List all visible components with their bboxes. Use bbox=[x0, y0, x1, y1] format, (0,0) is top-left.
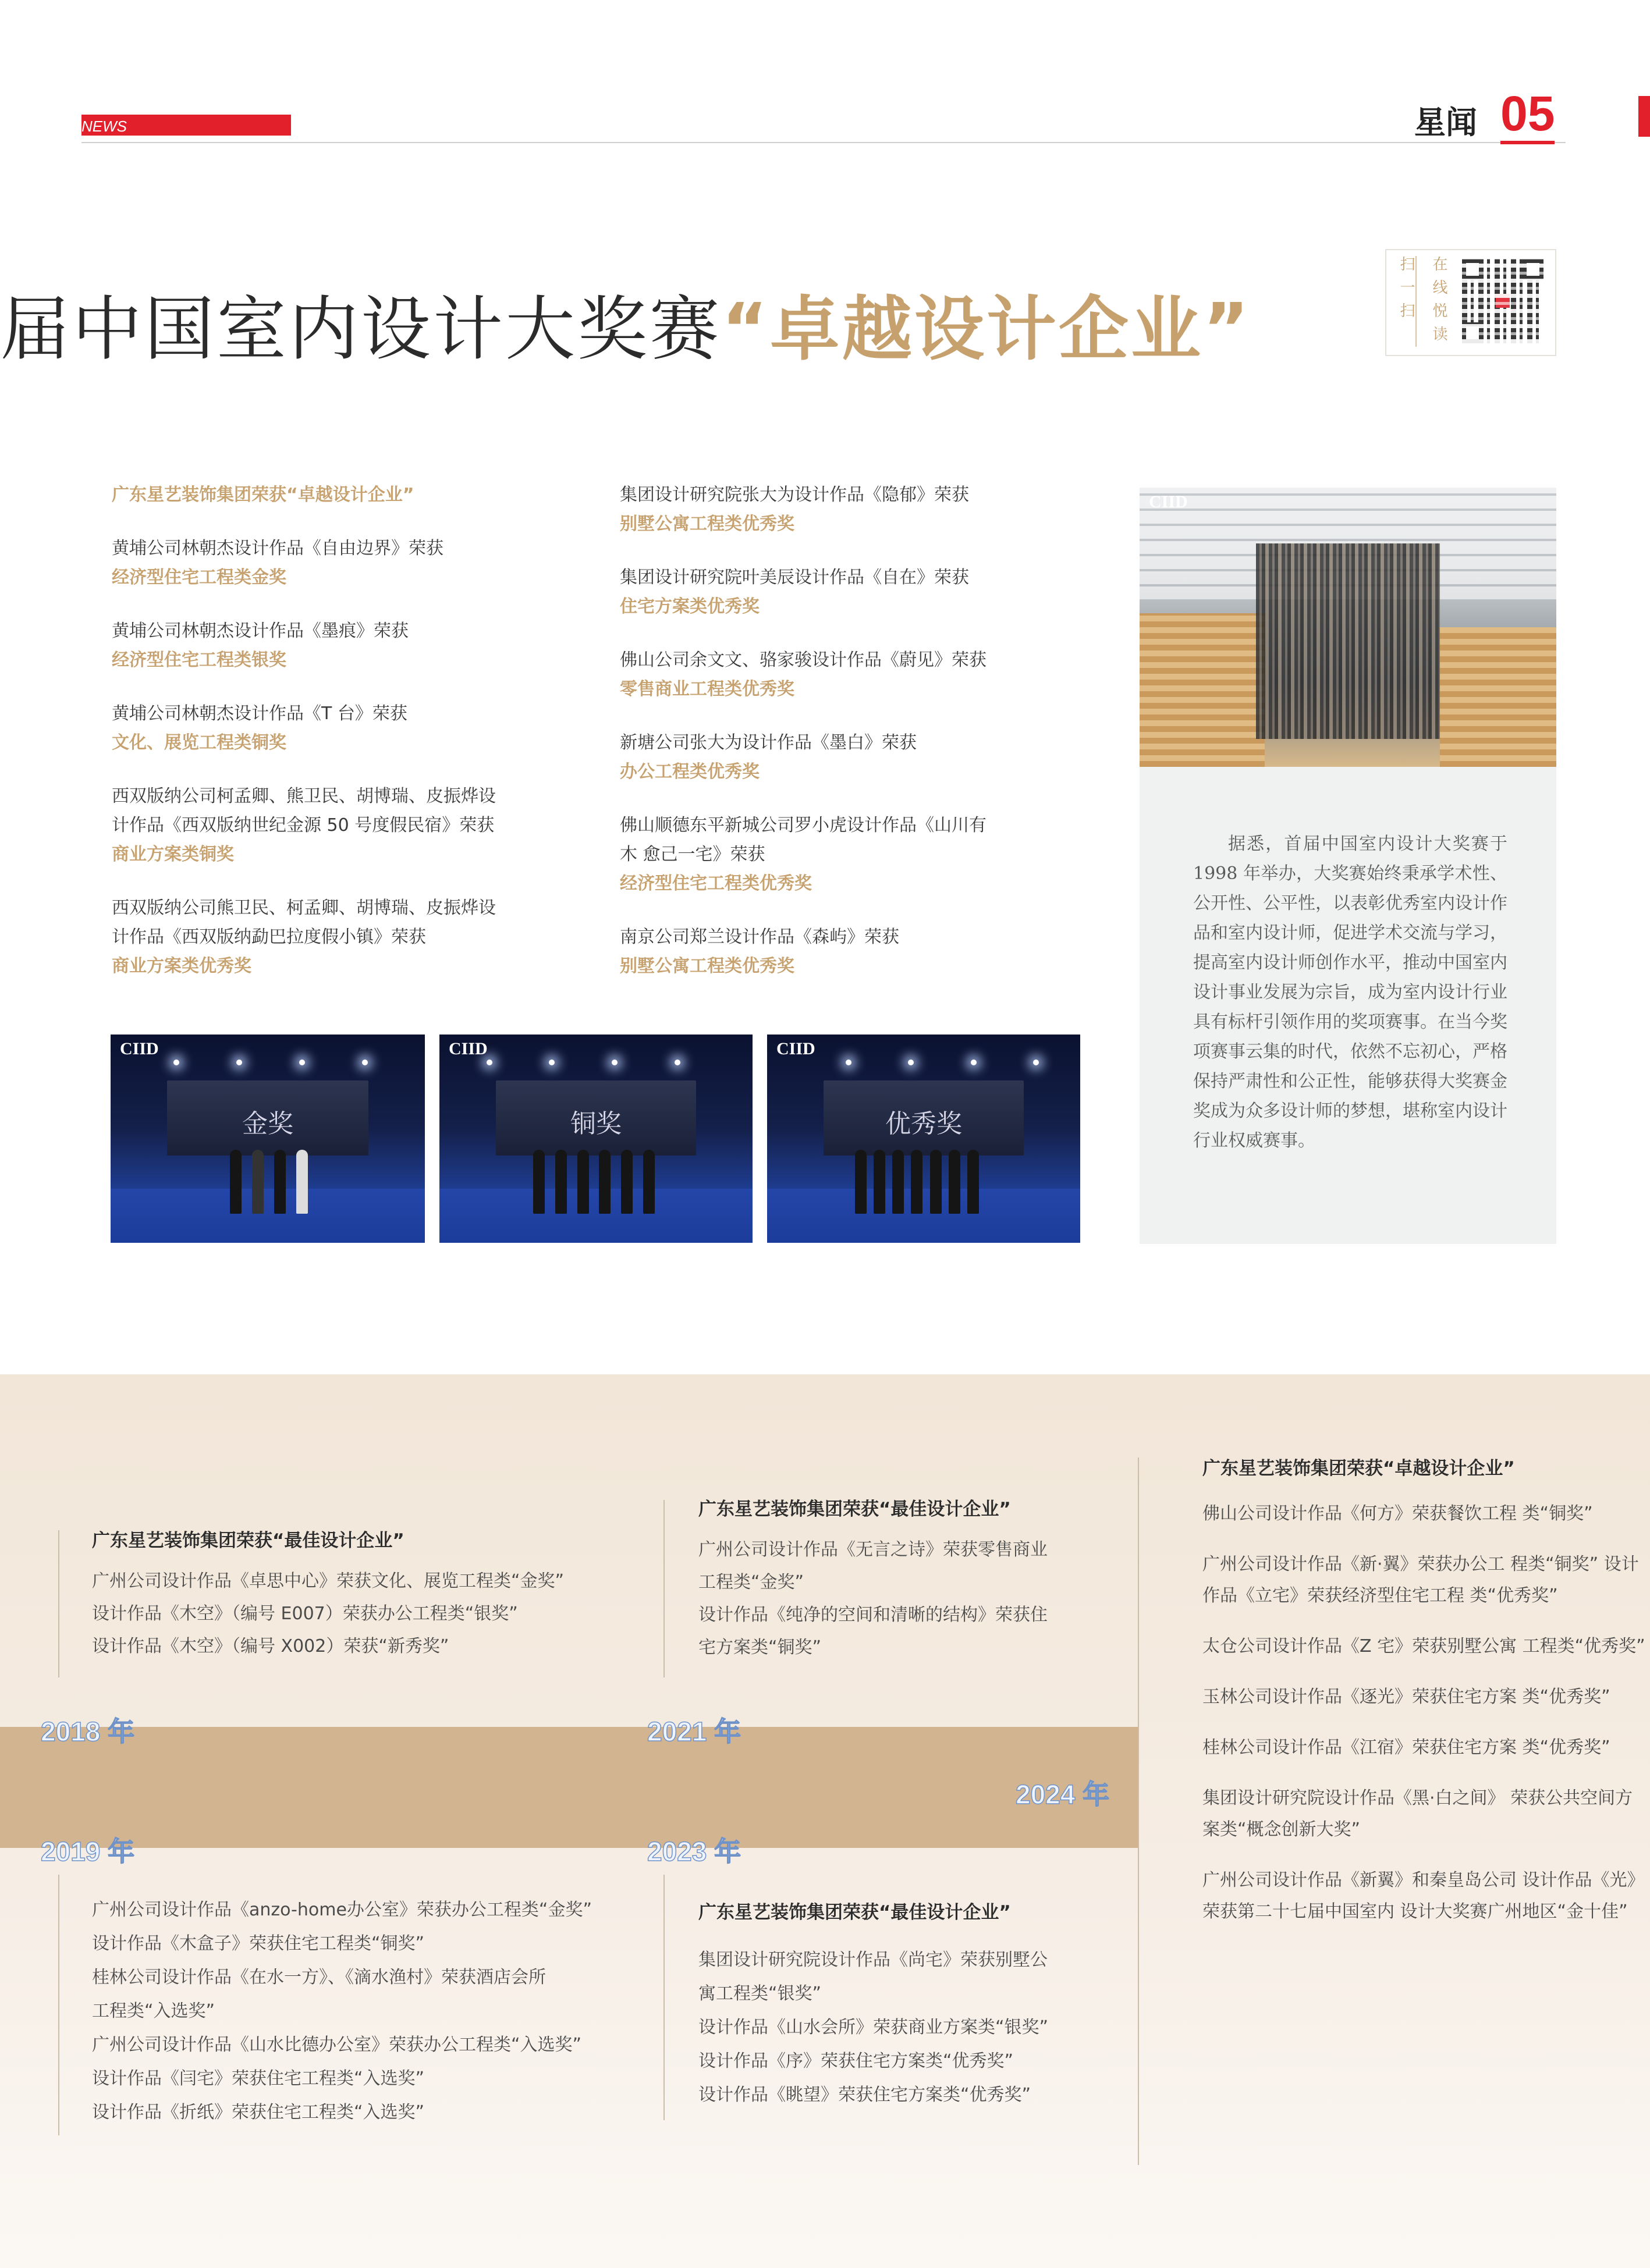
award-line: 佛山公司设计作品《何方》荣获餐饮工程 bbox=[1202, 1503, 1517, 1524]
award-line: 程类“铜奖” bbox=[1510, 1554, 1599, 1574]
award-line: 广州公司设计作品《新·翼》荣获办公工 bbox=[1202, 1554, 1505, 1574]
award-category: 经济型住宅工程类优秀奖 bbox=[620, 873, 812, 894]
award-item bbox=[1202, 1682, 1650, 1713]
page-title bbox=[0, 273, 1251, 374]
timeline-band bbox=[0, 1727, 1138, 1848]
award-line: 设计作品《木空》（编号 E007）荣获办公工程类“银奖” bbox=[92, 1604, 518, 1624]
award-category: 商业方案类铜奖 bbox=[112, 844, 234, 865]
awards-left-column bbox=[112, 481, 496, 981]
section-name: 星闻 bbox=[1414, 104, 1477, 141]
qr-read-text: 在线悦读 bbox=[1430, 256, 1447, 349]
award-line: 广州公司设计作品《anzo-home办公室》荣获办公工程类“金奖” bbox=[92, 1900, 592, 1920]
award-line: 佛山顺德东平新城公司罗小虎设计作品《山川有 bbox=[620, 815, 987, 836]
year-label-2019: 2019 年 bbox=[41, 1836, 135, 1867]
award-item bbox=[1202, 1498, 1650, 1530]
awards-2018 bbox=[92, 1524, 564, 1663]
stage-screen-text: 金奖 bbox=[242, 1109, 293, 1139]
award-line: 宅方案类“铜奖” bbox=[698, 1637, 822, 1658]
ciid-logo: CIID bbox=[776, 1039, 815, 1058]
award-line: 黄埔公司林朝杰设计作品《自由边界》荣获 bbox=[112, 538, 443, 559]
award-line: 西双版纳公司熊卫民、柯孟卿、胡博瑞、皮振烨设 bbox=[112, 898, 496, 918]
award-line: 佛山公司余文文、骆家骏设计作品《蔚见》荣获 bbox=[620, 650, 987, 670]
stage-photo-excellence bbox=[767, 1035, 1080, 1243]
award-line: 广州公司设计作品《山水比德办公室》荣获办公工程类“入选奖” bbox=[92, 2035, 582, 2055]
award-line: 南京公司郑兰设计作品《森屿》荣获 bbox=[620, 927, 899, 947]
award-item bbox=[620, 481, 987, 539]
awards-right-column bbox=[620, 481, 987, 981]
award-category: 别墅公寓工程类优秀奖 bbox=[620, 956, 794, 976]
award-category: 商业方案类优秀奖 bbox=[112, 956, 251, 976]
award-line: 集团设计研究院设计作品《尚宅》荣获别墅公 bbox=[698, 1950, 1048, 1970]
timeline-connector bbox=[58, 1875, 59, 2135]
awards-2024 bbox=[1202, 1453, 1650, 1947]
qr-scan-text: 扫一扫 bbox=[1397, 256, 1415, 326]
awards-left-headline: 广东星艺装饰集团荣获“卓越设计企业” bbox=[112, 485, 414, 505]
award-category: 经济型住宅工程类金奖 bbox=[112, 567, 286, 588]
stage-photo-gold bbox=[111, 1035, 425, 1243]
award-item bbox=[112, 699, 496, 758]
timeline-connector bbox=[663, 1500, 665, 1677]
award-line: 工程类“优秀奖” bbox=[1522, 1636, 1645, 1656]
award-item bbox=[620, 811, 987, 898]
ciid-logo: CIID bbox=[120, 1039, 159, 1058]
award-item bbox=[112, 894, 496, 981]
award-item bbox=[620, 728, 987, 787]
stage-screen-text: 优秀奖 bbox=[885, 1109, 962, 1139]
awards-2019 bbox=[92, 1893, 592, 2130]
award-line: 类“优秀奖” bbox=[1522, 1737, 1610, 1758]
award-item bbox=[1202, 1549, 1650, 1612]
ciid-logo: CIID bbox=[449, 1039, 488, 1058]
awards-2021-head: 广东星艺装饰集团荣获“最佳设计企业” bbox=[698, 1499, 1011, 1520]
award-line: 设计大奖赛广州地区“金十佳” bbox=[1400, 1901, 1628, 1922]
qr-code-icon[interactable] bbox=[1462, 259, 1543, 343]
award-item bbox=[620, 923, 987, 981]
stage-screen bbox=[824, 1080, 1024, 1156]
qr-finder-icon bbox=[1523, 259, 1543, 280]
award-line: 类“优秀奖” bbox=[1470, 1586, 1558, 1606]
ciid-logo: CIID bbox=[1149, 492, 1188, 511]
title-open-quote: “ bbox=[722, 289, 770, 370]
award-category: 别墅公寓工程类优秀奖 bbox=[620, 514, 794, 534]
atrium-group-photo bbox=[1140, 488, 1556, 767]
stage-screen bbox=[167, 1080, 368, 1156]
award-line: 荣获公共空间方案类“概念创新大奖” bbox=[1202, 1788, 1633, 1840]
award-line: 设计作品《眺望》荣获住宅方案类“优秀奖” bbox=[698, 2085, 1031, 2105]
award-item bbox=[1202, 1631, 1650, 1662]
page-number: 05 bbox=[1500, 86, 1555, 144]
award-line: 新塘公司张大为设计作品《墨白》荣获 bbox=[620, 733, 917, 753]
awards-2018-head: 广东星艺装饰集团荣获“最佳设计企业” bbox=[92, 1530, 404, 1551]
timeline-connector bbox=[1138, 1458, 1139, 2165]
award-line: 玉林公司设计作品《逐光》荣获住宅方案 bbox=[1202, 1687, 1517, 1707]
award-line: 集团设计研究院设计作品《黑·白之间》 bbox=[1202, 1788, 1505, 1808]
awards-2021 bbox=[698, 1493, 1048, 1664]
intro-text: 据悉，首届中国室内设计大奖赛于 1998 年举办，大奖赛始终秉承学术性、公开性、公平性，以表彰优秀室内设计作品和室内设计师，促进学术交流与学习，提高室内设计师创作水平，推动中国室内设计事业发展为宗旨，成为室内设计行业具有标杆引领作用的奖项赛事。在当今奖项赛事云集的时代，依然不忘初心，严格保持严肃性和公正性，能够获得大奖赛金奖成为众多设计师的梦想，堪称室内设计行业权威赛事。 bbox=[1193, 834, 1507, 1151]
stage-photo-bronze bbox=[439, 1035, 753, 1243]
award-item bbox=[112, 782, 496, 869]
award-item bbox=[1202, 1865, 1650, 1928]
award-line: 桂林公司设计作品《在水一方》、《滴水渔村》荣获酒店会所 bbox=[92, 1967, 546, 1988]
award-line: 设计作品《序》荣获住宅方案类“优秀奖” bbox=[698, 2051, 1014, 2071]
awards-2023 bbox=[698, 1896, 1048, 2112]
award-category: 经济型住宅工程类银奖 bbox=[112, 650, 286, 670]
award-category: 办公工程类优秀奖 bbox=[620, 762, 760, 782]
photo-stairs bbox=[1440, 627, 1556, 767]
year-label-2024: 2024 年 bbox=[1016, 1779, 1110, 1810]
award-line: 设计作品《光》荣获第二十七届中国室内 bbox=[1202, 1870, 1645, 1922]
award-line: 设计作品《木空》（编号 X002）荣获“新秀奖” bbox=[92, 1636, 449, 1656]
award-line: 计作品《西双版纳勐巴拉度假小镇》荣获 bbox=[112, 927, 426, 947]
award-line: 工程类“金奖” bbox=[698, 1572, 804, 1592]
award-category: 文化、展览工程类铜奖 bbox=[112, 733, 286, 753]
award-line: 黄埔公司林朝杰设计作品《墨痕》荣获 bbox=[112, 621, 409, 641]
award-line: 设计作品《木盒子》荣获住宅工程类“铜奖” bbox=[92, 1933, 425, 1954]
photo-stairs bbox=[1140, 613, 1265, 767]
edge-tab-mark bbox=[1638, 96, 1650, 137]
award-line: 设计作品《山水会所》荣获商业方案类“银奖” bbox=[698, 2017, 1049, 2038]
header-rule bbox=[81, 142, 1566, 143]
award-line: 计作品《西双版纳世纪金源 50 号度假民宿》荣获 bbox=[112, 815, 495, 836]
stage-screen bbox=[496, 1080, 696, 1156]
award-line: 桂林公司设计作品《江宿》荣获住宅方案 bbox=[1202, 1737, 1517, 1758]
award-line: 类“铜奖” bbox=[1522, 1503, 1593, 1524]
award-line: 工程类“入选奖” bbox=[92, 2001, 215, 2021]
award-line: 设计作品《折纸》荣获住宅工程类“入选奖” bbox=[92, 2102, 425, 2123]
award-line: 广州公司设计作品《无言之诗》荣获零售商业 bbox=[698, 1540, 1048, 1560]
award-line: 集团设计研究院张大为设计作品《隐郁》荣获 bbox=[620, 485, 969, 505]
award-category: 住宅方案类优秀奖 bbox=[620, 596, 760, 617]
award-line: 西双版纳公司柯孟卿、熊卫民、胡博瑞、皮振烨设 bbox=[112, 786, 496, 806]
awards-2024-head: 广东星艺装饰集团荣获“卓越设计企业” bbox=[1202, 1458, 1515, 1479]
award-line: 设计作品《立宅》荣获经济型住宅工程 bbox=[1202, 1554, 1639, 1606]
news-label: NEWS bbox=[81, 118, 127, 135]
award-item bbox=[1202, 1732, 1650, 1764]
award-line: 广州公司设计作品《新翼》和秦皇岛公司 bbox=[1202, 1870, 1517, 1890]
year-label-2021: 2021 年 bbox=[647, 1716, 741, 1747]
award-line: 寓工程类“银奖” bbox=[698, 1983, 822, 2004]
qr-finder-icon bbox=[1462, 322, 1483, 343]
photo-crowd bbox=[1256, 543, 1439, 739]
year-label-2018: 2018 年 bbox=[41, 1716, 135, 1747]
award-line: 设计作品《闫宅》荣获住宅工程类“入选奖” bbox=[92, 2068, 425, 2089]
title-close-quote: ” bbox=[1202, 289, 1251, 370]
award-item bbox=[112, 534, 496, 592]
year-label-2023: 2023 年 bbox=[647, 1836, 741, 1867]
qr-divider bbox=[1415, 256, 1417, 347]
award-line: 类“优秀奖” bbox=[1522, 1687, 1610, 1707]
award-line: 太仓公司设计作品《Z 宅》荣获别墅公寓 bbox=[1202, 1636, 1517, 1656]
title-main: 届中国室内设计大奖赛 bbox=[0, 289, 722, 370]
award-category: 零售商业工程类优秀奖 bbox=[620, 679, 794, 699]
award-line: 设计作品《纯净的空间和清晰的结构》荣获住 bbox=[698, 1605, 1048, 1625]
award-item bbox=[112, 617, 496, 675]
qr-finder-icon bbox=[1462, 259, 1483, 280]
title-highlight: 卓越设计企业 bbox=[769, 289, 1203, 370]
qr-logo-icon bbox=[1496, 294, 1510, 308]
award-line: 广州公司设计作品《卓思中心》荣获文化、展览工程类“金奖” bbox=[92, 1571, 565, 1591]
timeline-connector bbox=[58, 1530, 59, 1677]
award-line: 黄埔公司林朝杰设计作品《T 台》荣获 bbox=[112, 703, 407, 724]
award-item bbox=[620, 646, 987, 704]
stage-screen-text: 铜奖 bbox=[570, 1109, 622, 1139]
award-item bbox=[620, 563, 987, 621]
awards-2023-head: 广东星艺装饰集团荣获“最佳设计企业” bbox=[698, 1902, 1011, 1923]
timeline-connector bbox=[663, 1875, 665, 2120]
award-line: 木 愈己一宅》荣获 bbox=[620, 844, 765, 865]
award-item bbox=[1202, 1783, 1650, 1846]
award-line: 集团设计研究院叶美辰设计作品《自在》荣获 bbox=[620, 567, 969, 588]
